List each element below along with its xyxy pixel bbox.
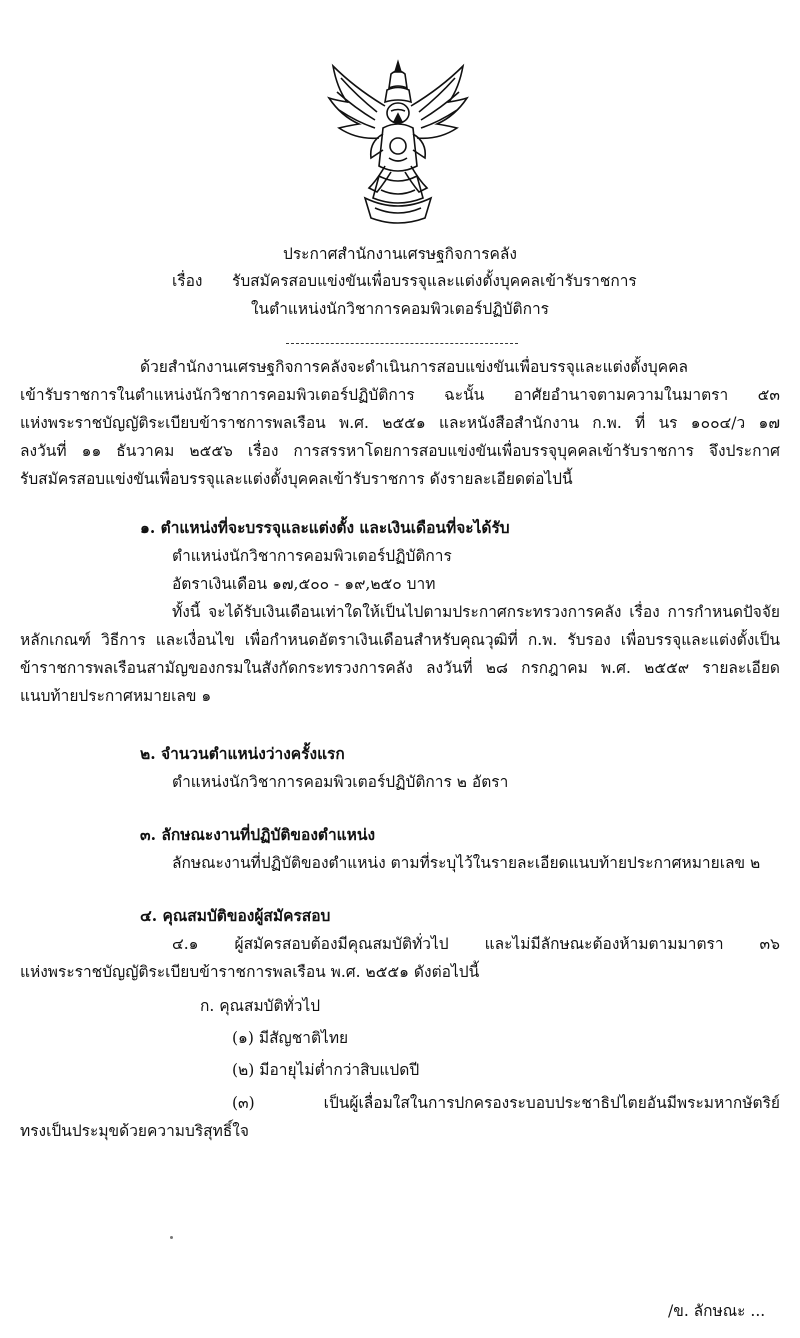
section-1-note-3: ข้าราชการพลเรือนสามัญของกรมในสังกัดกระทรวงการคลัง ลงวันที่ ๒๘ กรกฎาคม พ.ศ. ๒๕๕๙ รายละเอียด <box>20 659 780 677</box>
section-1-heading: ๑. ตำแหน่งที่จะบรรจุและแต่งตั้ง และเงินเดือนที่จะได้รับ <box>140 518 510 537</box>
garuda-emblem-icon <box>325 58 471 230</box>
page-continuation: /ข. ลักษณะ ... <box>668 1302 766 1320</box>
section-4-1-line-2: แห่งพระราชบัญญัติระเบียบข้าราชการพลเรือน พ.ศ. ๒๕๕๑ ดังต่อไปนี้ <box>20 963 480 981</box>
section-1-note-1: ทั้งนี้ จะได้รับเงินเดือนเท่าใดให้เป็นไปตามประกาศกระทรวงการคลัง เรื่อง การกำหนดปัจจัย <box>172 603 780 621</box>
intro-line-3: แห่งพระราชบัญญัติระเบียบข้าราชการพลเรือน พ.ศ. ๒๕๕๑ และหนังสือสำนักงาน ก.พ. ที่ นร ๑๐๐๔/ว ๑๗ <box>20 414 780 432</box>
section-2-body: ตำแหน่งนักวิชาการคอมพิวเตอร์ปฏิบัติการ ๒ อัตรา <box>172 773 509 791</box>
section-1-position: ตำแหน่งนักวิชาการคอมพิวเตอร์ปฏิบัติการ <box>172 547 452 565</box>
section-4-heading: ๔. คุณสมบัติของผู้สมัครสอบ <box>140 906 331 925</box>
position-line: ในตำแหน่งนักวิชาการคอมพิวเตอร์ปฏิบัติการ <box>250 300 549 318</box>
intro-line-4: ลงวันที่ ๑๑ ธันวาคม ๒๕๕๖ เรื่อง การสรรหาโดยการสอบแข่งขันเพื่อบรรจุบุคคลเข้ารับราชการ จึงประกาศ <box>20 442 780 460</box>
announcement-title: ประกาศสำนักงานเศรษฐกิจการคลัง <box>283 245 517 263</box>
qualification-item-3-cont: ทรงเป็นประมุขด้วยความบริสุทธิ์ใจ <box>20 1122 249 1140</box>
section-4-1-line-1: ๔.๑ ผู้สมัครสอบต้องมีคุณสมบัติทั่วไป และไม่มีลักษณะต้องห้ามตามมาตรา ๓๖ <box>172 935 780 953</box>
subject-text: รับสมัครสอบแข่งขันเพื่อบรรจุและแต่งตั้งบุคคลเข้ารับราชการ <box>232 272 637 290</box>
qualification-item-2: (๒) มีอายุไม่ต่ำกว่าสิบแปดปี <box>232 1061 420 1079</box>
intro-line-1: ด้วยสำนักงานเศรษฐกิจการคลังจะดำเนินการสอบแข่งขันเพื่อบรรจุและแต่งตั้งบุคคล <box>140 358 688 376</box>
subject-label: เรื่อง <box>172 272 203 290</box>
qualification-item-3: (๓) เป็นผู้เลื่อมใสในการปกครองระบอบประชาธิปไตยอันมีพระมหากษัตริย์ <box>232 1094 780 1112</box>
title-divider <box>286 343 518 344</box>
section-2-heading: ๒. จำนวนตำแหน่งว่างครั้งแรก <box>140 744 345 763</box>
scan-speck <box>170 1236 173 1239</box>
section-4-sub-heading: ก. คุณสมบัติทั่วไป <box>200 997 321 1015</box>
qualification-item-1: (๑) มีสัญชาติไทย <box>232 1029 349 1047</box>
section-1-note-4: แนบท้ายประกาศหมายเลข ๑ <box>20 687 212 705</box>
section-1-note-2: หลักเกณฑ์ วิธีการ และเงื่อนไข เพื่อกำหนดอัตราเงินเดือนสำหรับคุณวุฒิที่ ก.พ. รับรอง เพื่อบรรจุและแต่งตั้งเป็น <box>20 631 780 649</box>
intro-line-5: รับสมัครสอบแข่งขันเพื่อบรรจุและแต่งตั้งบุคคลเข้ารับราชการ ดังรายละเอียดต่อไปนี้ <box>20 470 573 488</box>
section-1-salary: อัตราเงินเดือน ๑๗,๕๐๐ - ๑๙,๒๕๐ บาท <box>172 575 436 593</box>
intro-line-2: เข้ารับราชการในตำแหน่งนักวิชาการคอมพิวเตอร์ปฏิบัติการ ฉะนั้น อาศัยอำนาจตามความในมาตรา ๕๓ <box>20 386 780 404</box>
section-3-body: ลักษณะงานที่ปฏิบัติของตำแหน่ง ตามที่ระบุไว้ในรายละเอียดแนบท้ายประกาศหมายเลข ๒ <box>172 854 761 872</box>
section-3-heading: ๓. ลักษณะงานที่ปฏิบัติของตำแหน่ง <box>140 825 376 844</box>
